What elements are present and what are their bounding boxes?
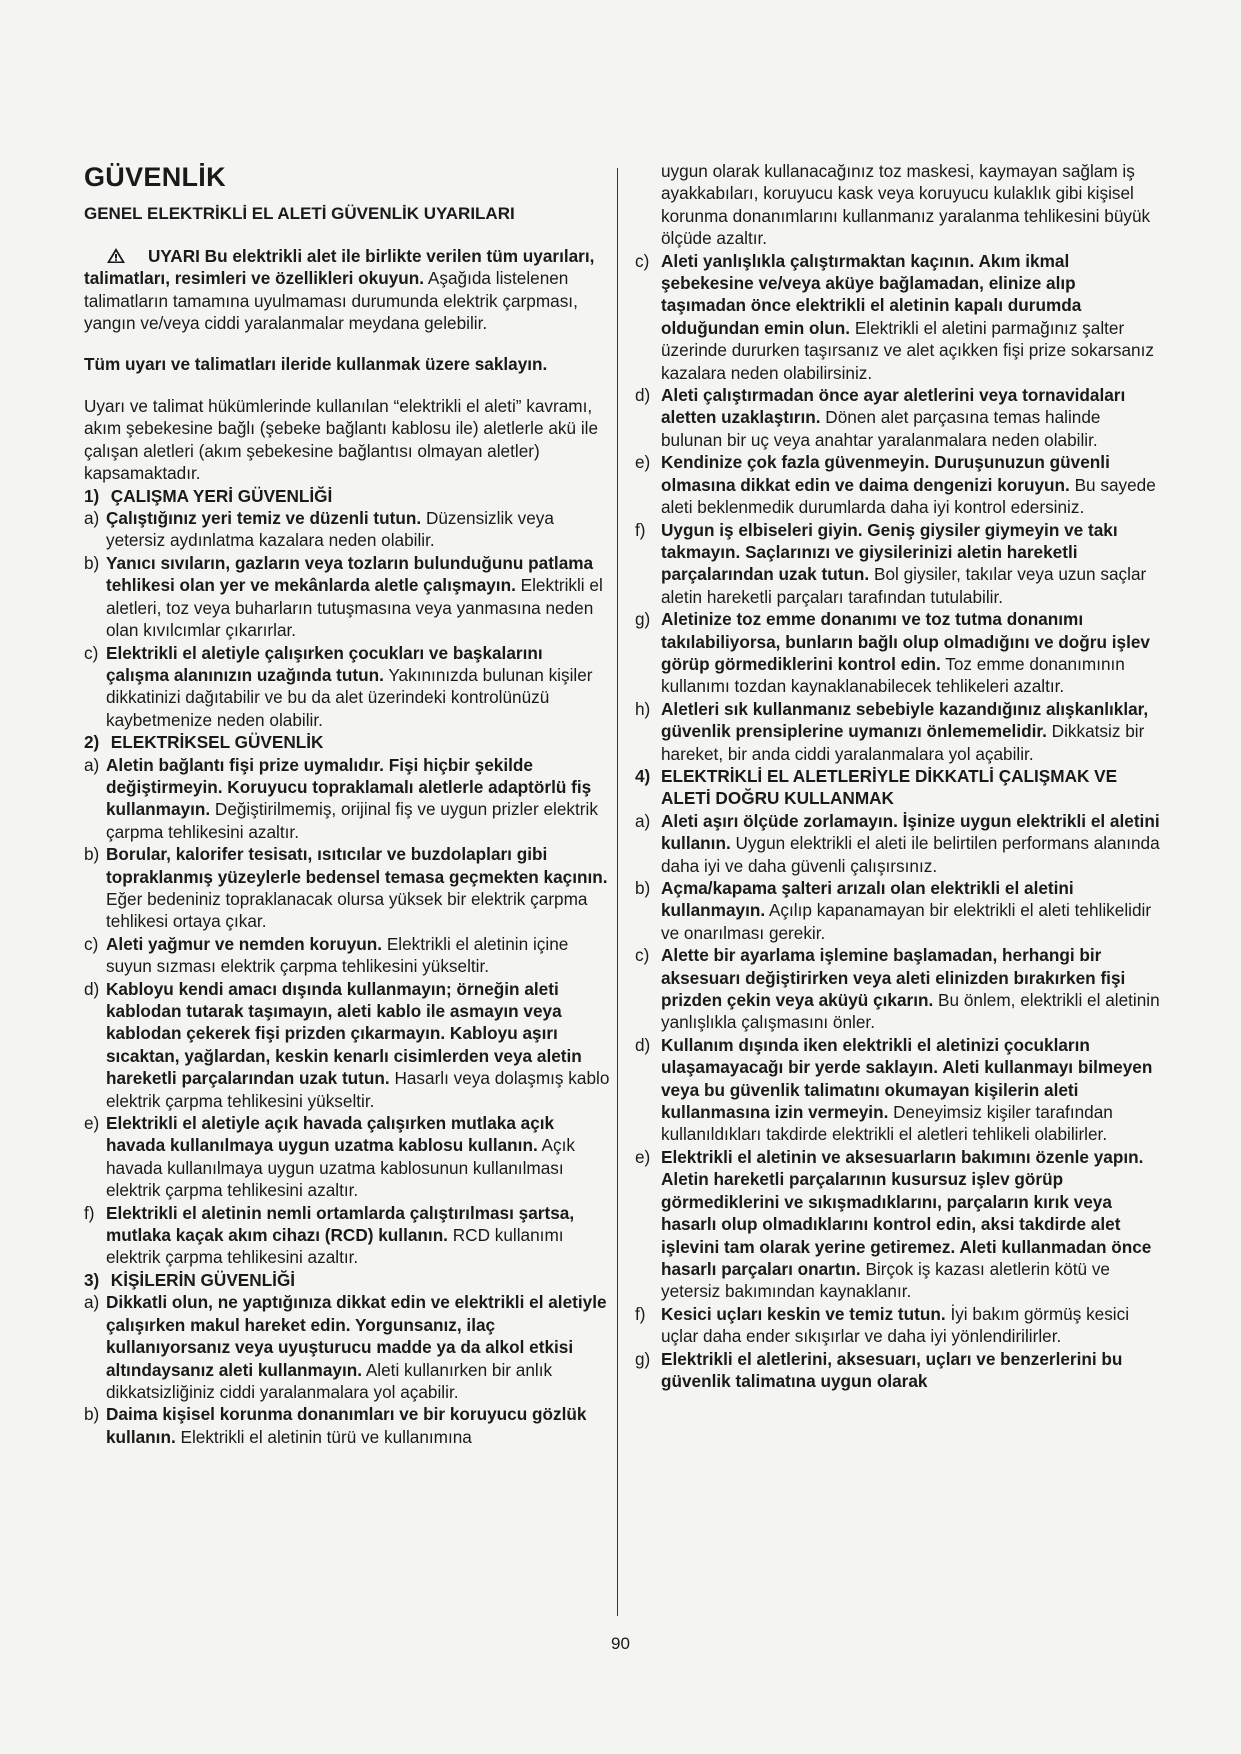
section-3-heading: 3) KİŞİLERİN GÜVENLİĞİ [84,1269,296,1290]
list-item: d) Aleti çalıştırmadan önce ayar aletlerini veya tornavidaları aletten uzaklaştırın. Dönen alet parçasına temas halinde bulunan bir uç veya anahtar yaralanmalara neden olabilir. [635,385,1126,450]
column-divider [617,168,618,1616]
section-4-heading: 4) ELEKTRİKLİ EL ALETLERİYLE DİKKATLİ ÇALIŞMAK VE ALETİ DOĞRU KULLANMAK [635,765,1118,809]
list-item: a) Çalıştığınız yeri temiz ve düzenli tutun. Düzensizlik veya yetersiz aydınlatma kazalara neden olabilir. [84,508,554,551]
list-item: a) Aleti aşırı ölçüde zorlamayın. İşinize uygun elektrikli el aletini kullanın. Uygun elektrikli el aleti ile belirtilen performans alanında daha iyi ve daha güvenli çalışırsınız. [635,810,1160,876]
left-column [84,160,610,1448]
list-item: f) Elektrikli el aletinin nemli ortamlarda çalıştırılması şartsa, mutlaka kaçak akım cihazı (RCD) kullanın. RCD kullanımı elektrik çarpma tehlikesini azaltır. [84,1202,575,1268]
list-item: c) Aleti yağmur ve nemden koruyun. Elektrikli el aletinin içine suyun sızması elektrik çarpma tehlikesini yükseltir. [84,933,569,977]
definition-paragraph: Uyarı ve talimat hükümlerinde kullanılan “elektrikli el aleti” kavramı, akım şebekesine bağlı (şebeke bağlantı kablosu ile) aletlerle akü ile çalışan aletleri (akım şebekesine bağlantısı olmayan aletler) kapsamaktadır. [84,396,599,484]
list-item: c) Alette bir ayarlama işlemine başlamadan, herhangi bir aksesuarı değiştirirken veya aleti elinizden bırakırken fişi prizden çekin veya aküyü çıkarın. Bu önlem, elektrikli el aletinin yanlışlıkla çalışmasını önler. [635,945,1160,1033]
list-item: a) Dikkatli olun, ne yaptığınıza dikkat edin ve elektrikli el aletiyle çalışırken makul hareket edin. Yorgunsanız, ilaç kullanıyorsanız veya uyuşturucu madde ya da alkol etkisi altındaysanız aleti kullanmayın. Aleti kullanırken bir anlık dikkatsizliğiniz ciddi yaralanmalara yol açabilir. [84,1292,607,1402]
warning-text: Aşağıda listelenen talimatların tamamına uyulmaması durumunda elektrik çarpması, yangın ve/veya ciddi yaralanmalar meydana gelebilir. [84,268,578,334]
list-item: e) Kendinize çok fazla güvenmeyin. Duruşunuzun güvenli olmasına dikkat edin ve daima dengenizi koruyun. Bu sayede aleti beklenmedik durumlarda daha iyi kontrol edersiniz. [635,452,1156,518]
list-item: d) Kabloyu kendi amacı dışında kullanmayın; örneğin aleti kablodan tutarak taşımayın, aleti kablo ile asmayın veya kablodan çekerek fişi prizden çıkarmayın. Kabloyu aşırı sıcaktan, yağlardan, keskin kenarlı cisimlerden veya aletin hareketli parçalarından uzak tutun. Hasarlı veya dolaşmış kablo elektrik çarpma tehlikesini yükseltir. [84,978,610,1111]
section-2-heading: 2) ELEKTRİKSEL GÜVENLİK [84,732,324,753]
list-item: b) Borular, kalorifer tesisatı, ısıtıcılar ve buzdolapları gibi topraklanmış yüzeylerle bedensel temasa geçmekten kaçının. Eğer bedeniniz topraklanacak olursa yüksek bir elektrik çarpma tehlikesi ortaya çıkar. [84,844,608,932]
list-item: h) Aletleri sık kullanmanız sebebiyle kazandığınız alışkanlıklar, güvenlik prensiplerine uymanızı önlememelidir. Dikkatsiz bir hareket, bir anda ciddi yaralanmalara yol açabilir. [635,698,1149,764]
list-item: c) Elektrikli el aletiyle çalışırken çocukları ve başkalarını çalışma alanınızın uzağında tutun. Yakınınızda bulunan kişiler dikkatinizi dağıtabilir ve bu da alet üzerindeki kontrolünüzü kaybetmenize neden olabilir. [84,642,593,730]
continuation-text: uygun olarak kullanacağınız toz maskesi, kaymayan sağlam iş ayakkabıları, koruyucu kask veya koruyucu kulaklık gibi kişisel korunma donanımlarını kullanmanız yaralanma tehlikesini büyük ölçüde azaltır. [661,161,1151,249]
list-item: f) Uygun iş elbiseleri giyin. Geniş giysiler giymeyin ve takı takmayın. Saçlarınızı ve giysilerinizi aletin hareketli parçalarından uzak tutun. Bol giysiler, takılar veya uzun saçlar aletin hareketli parçaları tarafından tutulabilir. [635,519,1147,607]
list-item: b) Yanıcı sıvıların, gazların veya tozların bulunduğunu patlama tehlikesi olan yer ve mekânlarda aletle çalışmayın. Elektrikli el aletleri, toz veya buharların tutuşmasına veya yanmasına neden olan kıvılcımlar çıkarırlar. [84,552,603,641]
list-item: e) Elektrikli el aletinin ve aksesuarların bakımını özenle yapın. Aletin hareketli parçalarının kusursuz işlev görüp görmediklerini ve sıkışmadıklarını, parçaların kırık veya hasarlı olup olmadıklarını kontrol edin, aksi takdirde alet işlevini tam olarak yerine getiremez. Aleti kullanmadan önce hasarlı parçaları onartın. Birçok iş kazası aletlerin kötü ve yetersiz bakımından kaynaklanır. [635,1146,1152,1302]
section-1-heading: 1) ÇALIŞMA YERİ GÜVENLİĞİ [84,485,333,506]
list-item: g) Aletinize toz emme donanımı ve toz tutma donanımı takılabiliyorsa, bunların bağlı olup olmadığını ve doğru işlev görüp görmediklerini kontrol edin. Toz emme donanımının kullanımı tozdan kaynaklanabilecek tehlikeleri azaltır. [635,609,1150,697]
list-item: d) Kullanım dışında iken elektrikli el aletinizi çocukların ulaşamayacağı bir yerde saklayın. Aleti kullanmayı bilmeyen veya bu güvenlik talimatını okumayan kişilerin aleti kullanmasına izin vermeyin. Deneyimsiz kişiler tarafından kullanıldıkları takdirde elektrikli el aletleri tehlikeli olabilirler. [635,1034,1153,1145]
list-item: b) Daima kişisel korunma donanımları ve bir koruyucu gözlük kullanın. Elektrikli el aletinin türü ve kullanımına [84,1404,587,1447]
warning-triangle-icon [106,247,126,264]
list-item: g) Elektrikli el aletlerini, aksesuarı, uçları ve benzerlerini bu güvenlik talimatına uygun olarak [635,1348,1123,1391]
right-column [635,160,1160,1392]
list-item: e) Elektrikli el aletiyle açık havada çalışırken mutlaka açık havada kullanılmaya uygun uzatma kablosu kullanın. Açık havada kullanılmaya uygun uzatma kablosunun kullanılması elektrik çarpma tehlikesini azaltır. [84,1113,575,1201]
section-subtitle: GENEL ELEKTRİKLİ EL ALETİ GÜVENLİK UYARILARI [84,204,515,223]
list-item: f) Kesici uçları keskin ve temiz tutun. İyi bakım görmüş kesici uçlar daha ender sıkışırlar ve daha iyi yönlendirilirler. [635,1303,1130,1347]
warning-bold-text: UYARI Bu elektrikli alet ile birlikte verilen tüm uyarıları, talimatları, resimleri ve özellikleri okuyun. [84,246,595,289]
warning-block [84,245,610,335]
keep-instructions-note: Tüm uyarı ve talimatları ileride kullanmak üzere saklayın. [84,353,548,374]
list-item: b) Açma/kapama şalteri arızalı olan elektrikli el aletini kullanmayın. Açılıp kapanamayan bir elektrikli el aleti tehlikelidir ve onarılması gerekir. [635,878,1152,943]
page-number: 90 [611,1634,630,1653]
page-title: GÜVENLİK [84,162,226,192]
list-item: c) Aleti yanlışlıkla çalıştırmaktan kaçının. Akım ikmal şebekesine ve/veya aküye bağlamadan, elinize alıp taşımadan önce elektrikli el aletinin kapalı durumda olduğundan emin olun. Elektrikli el aletini parmağınız şalter üzerinde dururken taşırsanız ve alet açıkken fişi prize sokarsanız kazalara neden olabilirsiniz. [635,250,1154,383]
list-item: a) Aletin bağlantı fişi prize uymalıdır. Fişi hiçbir şekilde değiştirmeyin. Koruyucu topraklamalı aletlerle adaptörlü fiş kullanmayın. Değiştirilmemiş, orijinal fiş ve uygun prizler elektrik çarpma tehlikesini azaltır. [84,754,598,842]
